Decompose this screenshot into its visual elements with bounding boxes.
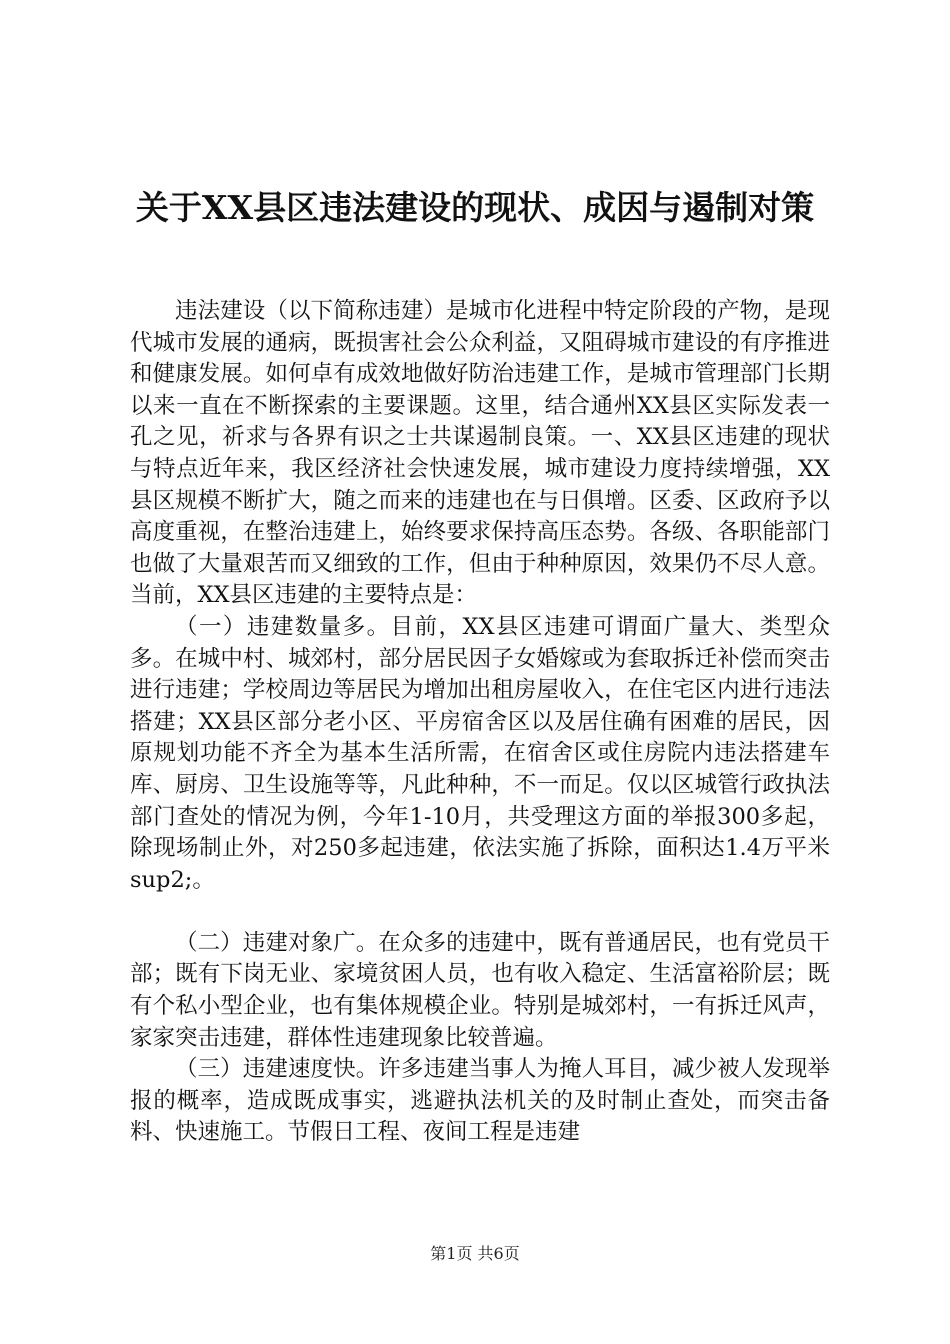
page-footer: 第1页 共6页 — [430, 1244, 520, 1263]
paragraph-point-2: （二）违建对象广。在众多的违建中，既有普通居民，也有党员干部；既有下岗无业、家境贫困人员，也有收入稳定、生活富裕阶层；既有个私小型企业，也有集体规模企业。特别是城郊村，一有拆迁风声，家家突击违建，群体性违建现象比较普遍。 — [130, 929, 830, 1051]
paragraph-point-3: （三）违建速度快。许多违建当事人为掩人耳目，减少被人发现举报的概率，造成既成事实，逃避执法机关的及时制止查处，而突击备料、快速施工。节假日工程、夜间工程是违建 — [130, 1056, 830, 1146]
document-body — [130, 296, 830, 1149]
paragraph-point-1: （一）违建数量多。目前，XX县区违建可谓面广量大、类型众多。在城中村、城郊村，部分居民因子女婚嫁或为套取拆迁补偿而突击进行违建；学校周边等居民为增加出租房屋收入，在住宅区内进行违法搭建；XX县区部分老小区、平房宿舍区以及居住确有困难的居民，因原规划功能不齐全为基本生活所需，在宿舍区或住房院内违法搭建车库、厨房、卫生设施等等，凡此种种，不一而足。仅以区城管行政执法部门查处的情况为例，今年1-10月，共受理这方面的举报300多起，除现场制止外，对250多起违建，依法实施了拆除，面积达1.4万平米sup2;。 — [130, 613, 830, 893]
paragraph-intro: 违法建设（以下简称违建）是城市化进程中特定阶段的产物，是现代城市发展的通病，既损害社会公众利益，又阻碍城市建设的有序推进和健康发展。如何卓有成效地做好防治违建工作，是城市管理部门长期以来一直在不断探索的主要课题。这里，结合通州XX县区实际发表一孔之见，祈求与各界有识之士共谋遏制良策。一、XX县区违建的现状与特点近年来，我区经济社会快速发展，城市建设力度持续增强，XX县区规模不断扩大，随之而来的违建也在与日俱增。区委、区政府予以高度重视，在整治违建上，始终要求保持高压态势。各级、各职能部门也做了大量艰苦而又细致的工作，但由于种种原因，效果仍不尽人意。当前，XX县区违建的主要特点是： — [130, 298, 830, 609]
document-title: 关于XX县区违法建设的现状、成因与遏制对策 — [135, 188, 815, 227]
